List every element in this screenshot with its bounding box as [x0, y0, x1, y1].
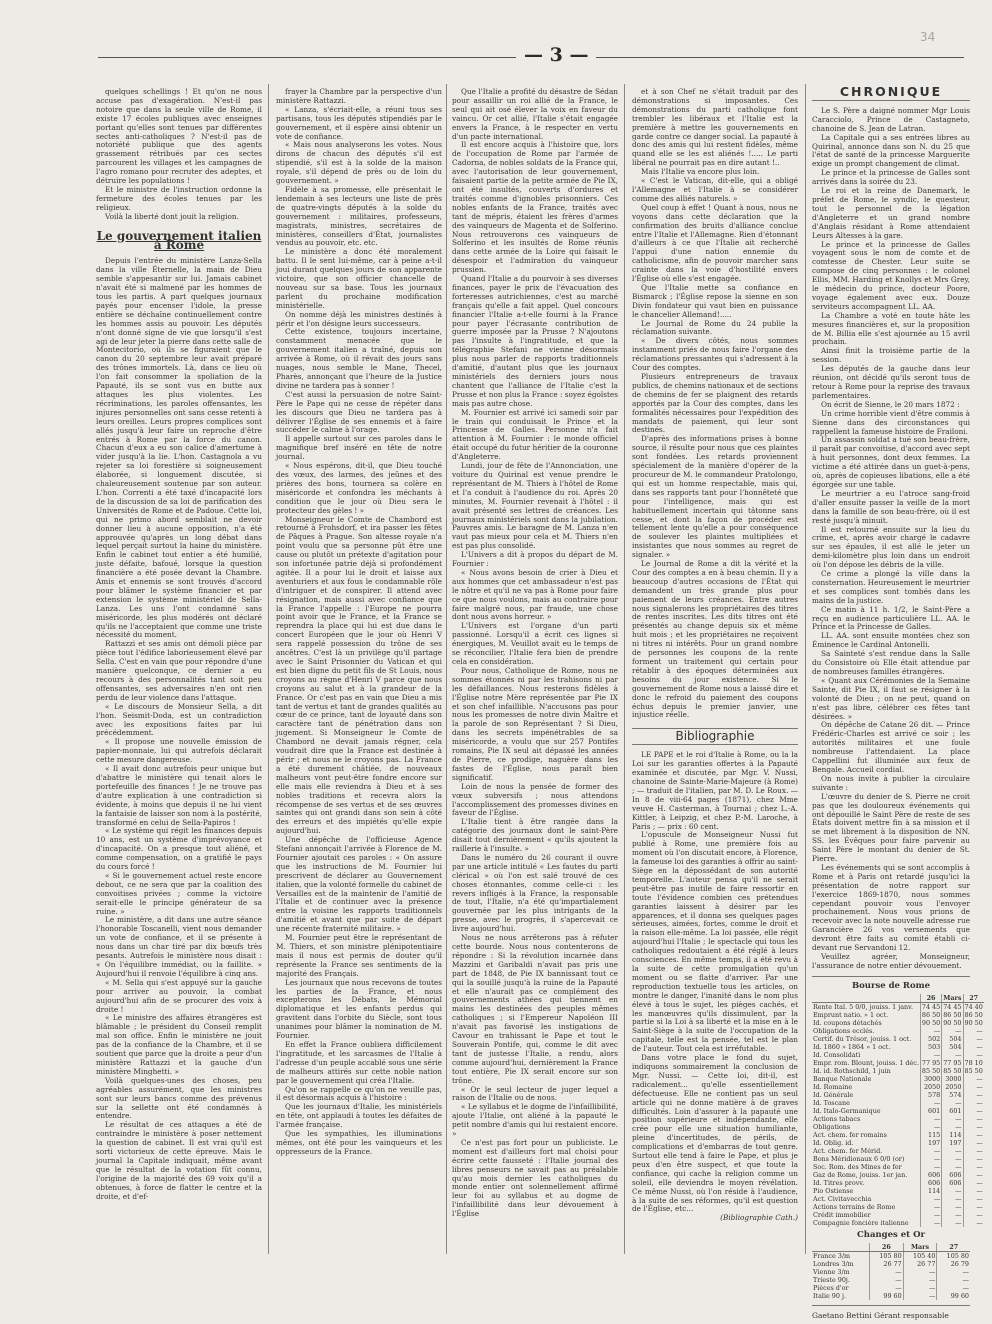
security-name-cell: Obligations ecclés. [813, 1026, 875, 1035]
security-name-cell: Id. Consolidati [813, 1050, 861, 1059]
table-header-cell [812, 994, 920, 1003]
table-header-cell: Mars [903, 1243, 937, 1252]
paragraph: Il appelle surtout sur ces paroles dans le magnifique bref inséré en tête de notre journal. [276, 434, 442, 462]
security-name-cell: Trieste 90j. [813, 1275, 850, 1284]
quote-cell: 85 50 [921, 1066, 941, 1075]
paragraph: On nomme déjà les ministres destinés à périr et l'on désigne leurs successeurs. [276, 309, 442, 328]
gerant-signature: Gaetano Bettini Gérant responsable [812, 1310, 949, 1320]
quote-cell: 90 50 [943, 1018, 962, 1027]
table-row [812, 1051, 984, 1059]
table-row [812, 1155, 984, 1163]
security-name-cell: Id. coupons détachés [813, 1018, 882, 1027]
paragraph: Le prince et la princesse de Galles voyagent sous le nom de comte et de comtesse de Chester. Leur suite se compose de cinq personnes : le colonel Ellis, MM. Harding et Knollys et Mrs Grey, le médecin du prince, docteur Poore, voyage également avec eux. Douze serviteurs accompagnent LL. AA. [812, 239, 970, 311]
paragraph: Les députés de la gauche dans leur réunion, ont décidé qu'ils seront tous de retour à Rome pour la reprise des travaux parlementaires. [812, 364, 970, 400]
quote-cell: — [903, 1292, 937, 1300]
quote-cell: 85 50 [943, 1066, 962, 1075]
paragraph: Le meurtrier a eu l'atroce sang-froid d'aller ensuite passer la veille de la mort dans la famille de son beau-frère, où il est resté jusqu'à minuit. [812, 488, 970, 525]
paragraph: Et le ministre de l'instruction ordonne la fermeture des écoles tenues par les religieux. [96, 184, 262, 212]
quote-cell: 90 50 [921, 1018, 941, 1027]
quote-cell: — [963, 1027, 984, 1035]
paragraph: LE PAPE et le roi d'Italie à Rome, ou la la Loi sur les garanties offertes à la Papauté examinée et discutée, par Mgr. V. Nussi, chanoine de Sainte-Marie-Majeure (à Rome) ; — traduit de l'italien, par M. D. Le Roux. — In 8 de viii-64 pages (1871), chez Mme veuve H. Casterman, à Tournai ; chez L.-A. Kittler, à Leipzig, et chez P.-M. Laroche, à Paris ; — prix : 60 cent. [632, 750, 798, 831]
paragraph: Nous ne nous arrêterons pas à réfuter cette bourde. Nous nous contenterons de répondre : Si la révolution incarnée dans Mazzini et Garibaldi n'avait pas pris une part de 1848, de Pie IX bannissant tout ce qui la souillé jusqu'à la ruine de la Papauté et elle n'aurait pas ce complément des gouvernements athées qui tiennent en mains les destinées des peuples mêmes catholiques ; si l'Empereur Napoléon III n'avait pas favorisé les instigations de Cavour en trahissant le Pape et tout le Souverain Pontife, qui, comme le dit avec tant de justesse l'Italie, a rendu, alors comme aujourd'hui, dernièrement la France tout entière, Pie IX serait encore sur son trône. [452, 933, 618, 1085]
quote-cell: — [920, 1211, 941, 1219]
table-row [812, 1059, 984, 1067]
paragraph: Ainsi finit la troisième partie de la session. [812, 346, 970, 365]
paragraph: Dans le numéro du 26 courant il ouvre par une article intitulé « Les fautes du parti clérical » où l'on est salé trouvé de ces choses étonnantes, comme celle-ci : les revers infligés à la France, la responsable de tout, l'Italie, n'a été qu'impartialement gouvernée par les plus intrigants de la presse, avec le progrès, il s'apercevait ce livre aujourd'hui. [452, 852, 618, 934]
paragraph: « Nous avons besoin de crier à Dieu et aux hommes que cet ambassadeur n'est pas le nôtre et qu'il ne va pas à Rome pour faire ce que nous voulons, mais au contraire pour faire malgré nous, par fraude, une chose dont nous avons horreur. » [452, 567, 618, 622]
table-row [812, 1284, 970, 1292]
quote-cell: 114 [920, 1187, 941, 1195]
quote-cell: — [942, 1195, 963, 1203]
security-name-cell: Id. Romaine [813, 1082, 853, 1091]
security-name-cell: Certif. du Trésor, jouiss. 1 oct. [813, 1034, 912, 1043]
paragraph: L'Univers est l'organe d'un parti passionné. Lorsqu'il a écrit ces lignes si énergiques, M. Veuillot avait eu le temps de se réconcilier, l'Italie fera bien de prendre cela en considération. [452, 621, 618, 666]
quote-cell: — [920, 1051, 941, 1059]
table-row [812, 1107, 984, 1115]
quote-cell: 504 [942, 1043, 963, 1051]
table-row [812, 1011, 984, 1019]
bourse-table [812, 994, 984, 1227]
table-row [812, 1083, 984, 1091]
quote-cell: — [963, 1219, 984, 1227]
paragraph: Le roi et la reine de Danemark, le préfet de Rome, le syndic, le questeur, tout le personnel de la légation d'Angleterre et un grand nombre d'Anglais résidant à Rome attendaient Leurs Altesses à la gare. [812, 186, 970, 240]
paragraph: La Capitale qui a ses entrées libres au Quirinal, annonce dans son N. du 25 que l'état de santé de la princesse Marguerite exige un prompt changement de climat. [812, 132, 970, 169]
table-header-cell: 27 [937, 1243, 970, 1252]
quote-cell: 99 60 [937, 1292, 970, 1300]
quote-cell: — [920, 1203, 941, 1211]
paragraph: Un crime horrible vient d'être commis à Sienne dans des circonstances qui rappellent la fameuse histoire de Frailoni. [812, 408, 970, 436]
table-row [812, 1075, 984, 1083]
security-name-cell: Actions tabacs [813, 1114, 861, 1123]
security-name-cell: Soc. Rom. des Mines de fer [813, 1162, 902, 1171]
page-number: — 3 — [516, 44, 596, 66]
quote-cell: — [920, 1195, 941, 1203]
quote-cell: — [937, 1284, 970, 1292]
quote-cell: — [942, 1115, 963, 1123]
column-4 [632, 88, 798, 1248]
security-name-cell: Id. id. Rothschild, 1 juin [813, 1066, 891, 1075]
column-4-body [632, 88, 798, 720]
paragraph: « Quant aux Cérémonies de la Semaine Sainte, dit Pie IX, il faut se résigner à la volonté de Dieu ; on ne peut, quand on n'est pas libre, célébrer ces fêtes tant désirées. » [812, 675, 970, 721]
paragraph: Quel coup à effet ! Quant à nous, nous ne voyons dans cette déclaration que la confirmation des bruits d'alliance conclue entre l'Italie et l'Allemagne. Rien d'étonnant d'ailleurs à ce que l'Italie ait recherché l'appui d'une nation ennemie du catholicisme, afin de pouvoir marcher sans crainte dans la voie d'hostilité envers l'Église où elle s'est engagée. [632, 202, 798, 284]
quote-cell: — [920, 1099, 941, 1107]
table-row [812, 1260, 970, 1268]
quote-cell: 114 [942, 1131, 963, 1139]
security-name-cell: Act. chem. fer Mérid. [813, 1146, 883, 1155]
column-2 [276, 88, 442, 1248]
chronique-body [812, 107, 970, 971]
column-3-body [452, 88, 618, 1219]
quote-cell: — [920, 1219, 941, 1227]
paragraph: « Lanza, s'écriait-elle, a réuni tous ses partisans, tous les députés stipendiés par le gouvernement, et il espère ainsi obtenir un vote de confiance. [276, 104, 442, 141]
paragraph: Que l'Italie a profité du désastre de Sédan pour assaillir un roi allié de la France, le seul qui ait osé élever la voix en faveur du vaincu. Or cet allié, l'Italie s'était engagée envers la France, à le respecter en vertu d'un pacte international. [452, 87, 618, 141]
table-row [812, 1027, 984, 1035]
paragraph: Rattazzi et ses amis ont démoli pièce par pièce tout l'édifice laborieusement élevé par Sella. C'est en vain que pour répondre d'une manière quelconque, ce dernier a eu recours à des personnalités tant soit peu offensantes, ses adversaires n'en ont rien perdu de leur violence dans l'attaque. [96, 639, 262, 702]
security-name-cell: Empr. rom. Blount, jouiss. 1 déc. [813, 1058, 919, 1067]
quote-cell: 86 50 [964, 1010, 983, 1019]
quote-cell: — [963, 1155, 984, 1163]
paragraph: Il est retourné ensuite sur la lieu du crime, et, après avoir chargé le cadavre sur ses épaules, il est allé le jeter un demi-kilomètre plus loin dans un endroit où l'on dépose les débris de la ville. [812, 524, 970, 570]
security-name-cell: Actions terrains de Rome [813, 1202, 896, 1211]
table-row [812, 1091, 984, 1099]
table-header-cell: 26 [920, 994, 941, 1003]
chronique-title: CHRONIQUE [812, 88, 970, 101]
paragraph: C'est aussi la persuasion de notre Saint-Père le Pape qui ne cesse de répéter dans les discours que Dieu ne tardera pas à délivrer l'Église de ses ennemis et à faire succéder le calme à l'orage. [276, 389, 442, 435]
quote-cell: 99 60 [869, 1292, 903, 1300]
paragraph: Le résultat de ces attaques a été de contraindre le ministère à poser nettement la question de cabinet. Il est vrai qu'il est sorti victorieux de cette épreuve. Mais le journal la Capitale indiquait, même avant que le résultat de la votation fût connu, l'origine de la majorité des 69 voix qu'il a obtenues, à force de flatter le centre et la droite, et d'ef- [96, 1120, 262, 1201]
quote-cell: — [963, 1163, 984, 1171]
paragraph: Les événements qui se sont accomplis à Rome et à Paris ont retardé jusqu'ici la présentation de notre rapport sur l'exercice 1869-1870, nous sommes cependant pouvoir vous l'envoyer prochainement. Nous vous prions de recevoir avec la note nouvelle adresse rue Garancière 26 vos versements que devront être faits au comité établi ci-devant rue Servandoni 12. [812, 862, 970, 953]
paragraph: La Chambre a voté en toute hâte les mesures financières et, sur la proposition de M. Billia elle s'est ajournée au 15 avril prochain. [812, 310, 970, 347]
security-name-cell: Id. Toscane [813, 1098, 850, 1107]
security-name-cell: Londres 3/m [813, 1259, 854, 1268]
table-row [812, 1219, 984, 1227]
paragraph: « Or le seul lecteur de juger lequel a raison de l'Italie ou de nous. [452, 1084, 618, 1103]
column-divider [446, 84, 447, 1254]
column-divider [268, 84, 269, 1254]
quote-cell: 86 50 [921, 1010, 941, 1019]
paragraph: Pour nous, Catholique de Rome, nous ne sommes étonnés ni par les trahisons ni par les défaillances. Nous resterons fidèles à l'Église notre Mère représentée par Pie IX et son chef infaillible. N'accusons pas pour nous les promesses de notre divin Maître et la parole de son Représentant ? Si Dieu, dans les secrets impénétrables de sa miséricorde, a voulu que sur 257 Pontifes romains, Pie IX seul ait dépassé les années de Pierre, ce prodige, naguère dans les fastes de l'Église, nous paraît bien significatif. [452, 665, 618, 782]
quote-cell: 77 95 [943, 1058, 962, 1067]
table-row [812, 1099, 984, 1107]
folio-mark: 34 [920, 30, 936, 44]
table-header-cell [812, 1243, 869, 1252]
quote-cell: 574 [942, 1091, 963, 1099]
quote-cell: — [963, 1203, 984, 1211]
security-name-cell: Bons Méridionaux 6 0/0 (or) [813, 1154, 905, 1163]
paragraph: Voilà quelques-unes des choses, peu agréables assurément, que les ministres sont sur leurs bancs comme des prévenus sur la sellette ont été condamnés à entendre. [96, 1075, 262, 1121]
paragraph: L'opuscule de Monseigneur Nussi fut publié à Rome, une première fois au moment où l'on discutait encore, à Florence, la fameuse loi des garanties à offrir au saint-Siège en la dépossédant de son autorité temporelle. L'auteur pensa qu'il ne serait peut-être pas inutile de faire ressortir en toute l'évidence combien ces prétendues garanties laissent à désirer par les apparences, et il donna ses quelques pages sérieuses, aimées, fortes, comme le droit et la raison elle-même. La loi passée, elle régit aujourd'hui l'Italie ; le spectacle qui tous les catholiques redoutaient a été réglé à leurs consciences. En même temps, il a été revu à la suite de cette promulgation qu'un moment ou se flatte d'arriver. Par une reproduction textuelle tous les articles, on montre le danger, l'inanité dans le nom plus élevé à tous le sujet, les pièges cachés, et les manœuvres qu'ils dissimulent, par la partie si la Loi à sa liberté et la mise en à le Saint-Siège à la suite de l'occupation de la capitale, telle est la pensée, tel est le plan de l'auteur. Tout cela est irréfutable. [632, 830, 798, 1054]
paragraph: Cette existence, toujours incertaine, constamment menacée que le gouvernement italien a traîné, depuis son arrivée à Rome, où il révait des jours sans nuages, nous semble le Mane, Thecel, Pharès, annonçant que l'heure de la Justice divine ne tardera pas à sonner ! [276, 327, 442, 390]
table-row [812, 1195, 984, 1203]
paragraph: « Il avait donc autrefois peur unique but d'abattre le ministère qui tenait alors le portefeuille des finances ! Je ne trouve pas d'autre explication à une contradiction si évidente, à moins que depuis il ne lui vient la fantaisie de laisser son nom à la postérité, transformé en celui de Sella-Papiros ! [96, 764, 262, 827]
quote-cell: — [942, 1155, 963, 1163]
table-header-cell: Mars [943, 993, 962, 1002]
changes-title: Changes et Or [857, 1229, 925, 1240]
quote-cell: 74 40 [964, 1002, 983, 1011]
paragraph: Lundi, jour de fête de l'Annonciation, une voiture du Quirinal est venue prendre le représentant de M. Thiers à l'hôtel de Rome et l'a conduit à l'audience du roi. Après 20 minutes, M. Fournier revenait à l'hôtel : il avait présenté ses lettres de créances. Les journaux ministériels sont dans la jubilation. Pauvres amis. Le baragne de M. Lanza n'en vaut pas mieux pour cela et M. Thiers n'en est pas plus consolidé. [452, 461, 618, 551]
table-row [812, 1019, 984, 1027]
table-row [812, 1131, 984, 1139]
quote-cell: — [920, 1027, 941, 1035]
quote-cell: 85 50 [964, 1066, 983, 1075]
paragraph: On écrit de Sienne, le 20 mars 1872 : [821, 399, 960, 409]
quote-cell: — [920, 1123, 941, 1131]
table-row [812, 1147, 984, 1155]
quote-cell: — [963, 1147, 984, 1155]
paragraph: Sa Sainteté s'est rendue dans la Salle du Consistoire où Elle était attendue par de nombreuses familles étrangères. [812, 649, 970, 676]
paragraph: Le ministère, a dit dans une autre séance l'honorable Toscanelli, vient nous demander un vote de confiance, et il se présente à nous dans un char tiré par dix bœufs très pesants. Autrefois le ministère nous disait : « On l'équilibre immédiat, ou la faillite. » Aujourd'hui il renvoie l'équilibre à cinq ans. [96, 915, 262, 978]
changes-table [812, 1243, 970, 1300]
paragraph: « Le discours de Monsieur Sella, a dit l'hon. Seismit-Doda, est un contradiction avec les expositions faites par lui précédemment. [96, 701, 262, 738]
quote-cell: 2050 [942, 1083, 963, 1091]
quote-cell: — [869, 1268, 903, 1276]
paragraph: L'œuvre du denier de S. Pierre ne croit pas que les douloureux événements qui ont dépouillé le Saint Père de reste de ses États doivent mettre fin à sa mission et il se met librement à la disposition de NN. SS. les Évêques pour faire parvenir au Saint Père le montant du denier de St. Pierre. [812, 791, 970, 864]
paragraph: Loin de nous la pensée de former des vœux subversifs ; nous attendons l'accomplissement des promesses divines en faveur de l'Église. [452, 781, 618, 818]
paragraph: « Le système qui régit les finances depuis 10 ans, est un système d'imprévoyance et d'incapacité. On a presque tout aliéné, et comme compensation, on a gratifié le pays du cours forcé ! [96, 826, 262, 872]
column-4-bibliographie [632, 751, 798, 1214]
quote-cell: — [963, 1123, 984, 1131]
paragraph: Le Journal de Rome a dit la vérité et la Cour des comptes a en à beau chemin. Il y a beaucoup d'autres occasions de l'État qui demandent un très grande plus pour paiement de leurs créances. Entre autres nous signalerons les propriétaires des titres de rentes inscrites. Les dits titres ont été présentés au change depuis six et même huit mois ; et les propriétaires ne reçoivent ni titres ni intérêts. Pour un grand nombre de personnes les coupons de la rente forment un traitement qui certain pour rétablir à des époques déterminées aux besoins du jour existence. Si le gouvernement de Rome nous a laissé dire et donc le refroid du paiement des coupons échus depuis le premier janvier, une injustice réelle. [632, 559, 798, 720]
paragraph: D'après des informations prises à bonne source, il résulte pour nous que ces plaintes sont fondées. Les retards proviennent spécialement de la manière d'opérer de la procureur de M. le commandeur Pratolongo, qui est un homme respectable, mais qui, dans ses rapports tant pour l'honnêteté que pour l'intelligence, mais qui est habituellement incertain qui tâtonne sans cesse, et dont la façon de procéder est tellement lente qu'elle a pour conséquence de soulever les plaintes multipliées et insistantes que nous sommes au regret de signaler. » [632, 434, 798, 560]
security-name-cell: Rente Ital. 5 0/0, jouiss. 1 janv. [813, 1002, 914, 1011]
quote-cell: — [903, 1284, 937, 1292]
quote-cell: 115 [920, 1131, 941, 1139]
security-name-cell: Emprunt natio. » 1 oct. [813, 1010, 889, 1019]
quote-cell: — [942, 1123, 963, 1131]
quote-cell: — [963, 1195, 984, 1203]
quote-cell: — [942, 1099, 963, 1107]
table-row [812, 1179, 984, 1187]
paragraph: Un assassin soldat a tué son beau-frère, il paraît par convoitise, d'accord avec sept à huit personnes, dont deux femmes. La victime a été attirée dans un guet-à-pens, où, après de copieuses libations, elle a été égorgée sur une table. [812, 435, 970, 489]
paragraph: Qu'on se rappelle ce qu'on ne veuille pas, il est désormais acquis à l'histoire : [276, 1084, 442, 1103]
paragraph: Veuillez agréer, Monseigneur, l'assurance de notre entier dévouement. [812, 952, 970, 970]
table-header-row [812, 994, 984, 1003]
paragraph: Le ministère a donc été moralement battu. Il le sent lui-même, car à peine a-t-il joui durant quelques jours de son apparente victoire, que son officier chancelle de nouveau sur sa base. Tous les journaux parlent du prochaine modification ministérielle. [276, 247, 442, 310]
paragraph: et à son Chef ne s'était traduit par des démonstrations si imposantes. Ces démonstrations du parti catholique font trembler les libéraux et l'Italie est la première à mettre les gouvernements en garde contre ce danger social. La papauté à donc des amis qui lui restent fidèles, même quand elle se les est aliénés !..... Le parti libéral ne pourrait pas en dire autant !.. [632, 87, 798, 168]
security-name-cell: Crédit immobilier [813, 1210, 871, 1219]
quote-cell: 601 [920, 1107, 941, 1115]
table-row [812, 1139, 984, 1147]
paragraph: « Nous espérons, dit-il, que Dieu touché des vœux, des larmes, des jeûnes et des prières des bons, tournera sa colère en miséricorde et confondra les méchants à condition que le jour où Dieu sera le protecteur des gèles ! » [276, 461, 442, 515]
quote-cell: 26 77 [903, 1260, 937, 1268]
quote-cell: 26 79 [937, 1260, 970, 1268]
quote-cell: 601 [942, 1107, 963, 1115]
paragraph: Depuis l'entrée du ministère Lanza-Sella dans la ville Éternelle, la main de Dieu semble s'appesantir sur lui. Jamais cabinet n'avait été si malmené par les hommes de tous les partis. A part quelques journaux payés pour encenser l'idole, la presse entière se déchaîne continuellement contre les hommes assis au pouvoir. Les députés n'ont donné signe de vie que lorsqu'il s'est agi de leur jeter la pierre dans cette salle de Montecitorio, où ils se figuraient que le canon du 20 septembre leur avait préparé des trônes immortels. Là, dans ce lieu où l'on fait consommer la spoliation de la Papauté, ils se sont vus en butte aux attaques les plus violentes. Les récriminations, les paroles offensantes, les injures personnelles ont sans cesse retenti à leurs oreilles. Leurs propres complices sont allés jusqu'à leur faire un reproche d'être entrés à Rome par la force du canon. Chacun d'eux a eu son calice d'amertume à vider jusqu'à la lie. L'hon. Castagnola a vu rejeter sa loi forestière si soigneusement élaborée, si longuement discutée, si chaleureusement soutenue par son auteur. L'hon. Correnti a été taxé d'incapacité lors de la discussion de sa loi de parification des Universités de Rome et de Padoue. Cette loi, qui ne primo abord semblait ne devoir donner lieu à aucune opposition, n'a été approuvée qu'après un long débat dans lequel perçait surtout la haine du ministère. Enfin le cabinet tout entier a été humilié, juste défaite, bafoué, lorsque la question financière a été posée devant la Chambre. Amis et ennemis se sont trouvés d'accord pour blâmer le système financier et par extension le système ministériel de Sella-Lanza. Les uns l'ont condamné sans miséricorde, les plus modérés ont déclaré qu'ils ne l'acceptaient que comme une triste nécessité du moment. [96, 256, 262, 640]
table-row [812, 1268, 970, 1276]
quote-cell: 197 [920, 1139, 941, 1147]
paragraph: « C'est le Vatican, dit-elle, qui a obligé l'Allemagne et l'Italie à se considérer comme des alliés naturels. » [632, 176, 798, 203]
table-row [812, 1043, 984, 1051]
column-1-intro [96, 88, 262, 222]
table-row [812, 1203, 984, 1211]
paragraph: Les journaux que nous recevons de toutes les parties de la France, et nous excepterons les Débats, le Mémorial diplomatique et les enfants perdus qui gravitent dans l'orbite du Siècle, sont tous unanimes pour blâmer la nomination de M. Fournier. [276, 977, 442, 1041]
paragraph: L'Univers a dit à propos du départ de M. Fournier : [452, 550, 618, 569]
quote-cell: 606 [920, 1179, 941, 1187]
quote-cell: — [942, 1163, 963, 1171]
table-row [812, 1123, 984, 1131]
quote-cell: — [963, 1091, 984, 1099]
quote-cell: — [963, 1043, 984, 1051]
quote-cell: 78 10 [964, 1058, 983, 1067]
paragraph: Fidèle à sa promesse, elle présentait le lendemain à ses lecteurs une liste de près de quatre-vingts députés à la solde du gouvernement : militaires, professeurs, magistrats, ministres, secrétaires de ministères, conseillers d'État, journalistes vendus au pouvoir, etc. etc. [276, 184, 442, 248]
column-2-body [276, 88, 442, 1157]
quote-cell: — [942, 1203, 963, 1211]
quote-cell: — [963, 1115, 984, 1123]
column-1-body [96, 257, 262, 1201]
paragraph: Monseigneur le Comte de Chambord est retourné à Frohsdorf, et ira passer les fêtes de Pâques à Prague. Son altesse royale n'a point voulu que sa personne pût être une cause ou plutôt un prétexte d'agitation pour son infortunée patrie déjà si profondément agitée. Il a pour lui le droit et laisse aux aventuriers et aux fous le condamnable rôle d'intriguer et de conspirer. Il attend avec résignation, mais aussi avec confiance que la France l'appelle : l'Europe ne pourra point avoir que le France, et la France se reprendra la place qui lui est due dans le concert Européen que le jour où Henri V sera rappelé possession du trône de ses ancêtres. C'est là un privilège qu'il partage avec le Saint Prisonnier du Vatican et qui est bien digne du petit fils de St Louis, nous croyons au règne d'Henri V parce que nous croyons au salut et à la grandeur de la France. Or c'est pas en vain que Dieu a mis tant de vertus et tant de grandes qualités au cœur de ce prince, tant de loyauté dans son caractère tant de pénétration dans son jugement. Si Monseigneur le Comte de Chambord ne devait jamais régner, cela voudrait dire que la France est destinée à périr ; et nous ne le croyons pas. La France a été durement châtiée, de nouveaux malheurs vont peut-être fondre encore sur elle mais elle reviendra à Dieu et à ses nobles traditions et recevra alors la récompense de ses vertus et de ses œuvres saintes qui ont grandi dans son sein à côté des erreurs et des impiétés qu'elle expie aujourd'hui. [276, 514, 442, 836]
quote-cell: 77 95 [921, 1058, 941, 1067]
quote-cell: 606 [942, 1179, 963, 1187]
table-row [812, 1187, 984, 1195]
table-row [812, 1163, 984, 1171]
table-row [812, 1292, 970, 1300]
quote-cell: — [903, 1268, 937, 1276]
table-header-cell: 27 [963, 994, 984, 1003]
quote-cell: — [903, 1276, 937, 1284]
column-3 [452, 88, 618, 1248]
quote-cell: 3000 [942, 1075, 963, 1083]
quote-cell: — [942, 1211, 963, 1219]
paragraph: « Le ministre des affaires étrangères est blâmable ; le président du Conseil remplit mal son office. Enfin le ministère ne jouit pas de la confiance de la Chambre, et il se soutient que parce que la droite a peur d'un ministère Rattazzi et la gauche d'un ministère Minghetti. » [96, 1013, 262, 1076]
column-1 [96, 88, 262, 1248]
security-name-cell: Obligations [813, 1122, 851, 1131]
quote-cell: 74 45 [921, 1002, 941, 1011]
security-name-cell: France 3/m [813, 1251, 851, 1260]
quote-cell: — [869, 1276, 903, 1284]
quote-cell: — [963, 1187, 984, 1195]
quote-cell: 105 40 [903, 1251, 937, 1260]
paragraph: M. Fournier est arrivé ici samedi soir par le train qui conduisait le Prince et la Princesse de Galles. Personne n'a fait attention à M. Fournier : le monde officiel était occupé du futur héritier de la couronne d'Angleterre. [452, 407, 618, 462]
paragraph: Que les sympathies, les illuminations mêmes, ont été pour les vainqueurs et les oppresseurs de la France. [276, 1129, 442, 1156]
paragraph: Le Journal de Rome du 24 publie la réclamation suivante. [632, 318, 798, 337]
paragraph: « Le syllabus et le dogme de l'infaillibilité, ajoute l'Italie, ont aliéné à la papauté le petit nombre d'amis qui lui restaient encore. » [452, 1102, 618, 1139]
security-name-cell: Gaz de Rome, jouiss. 1er jan. [813, 1170, 908, 1179]
paragraph: On nous invite à publier la circulaire suivante : [812, 773, 970, 792]
quote-cell: — [942, 1027, 963, 1035]
quote-cell: — [963, 1035, 984, 1043]
quote-cell: 502 [920, 1035, 941, 1043]
quote-cell: — [963, 1107, 984, 1115]
divider [812, 976, 970, 977]
paragraph: « De divers côtés, nous sommes instamment priés de nous faire l'organe des réclamations pressantes qui s'adressent à la Cour des comptes. [632, 336, 798, 373]
security-name-cell: Id. Titres provv. [813, 1178, 865, 1187]
quote-cell: — [963, 1139, 984, 1147]
paragraph: On dépêche de Catane 26 dit. — Prince Frédéric-Charles est arrivé ce soir ; les autorités militaires et une foule nombreuse l'attendaient. La place Cappellini fut illuminée aux feux de Bengale. Accueil cordial. [812, 720, 970, 774]
quote-cell: 606 [920, 1171, 941, 1179]
paragraph: Dans votre place le fond du sujet, indiquons sommairement la conclusion de Mgr. Nussi. — Cette loi, dit-il, est radicalement... qu'elle essentiellement défectueuse. Elle ne contient pas un seul article qui ne donne matière à de graves difficultés. Loin d'assurer à la papauté une position supérieure et indépendante, elle crée pour elle une situation humiliante, pleine d'incertitudes, de périls, de complications et d'embarras de tout genre. Surtout elle tend à faire le Pape, et plus je peux d'en être suspect, et que toute la confiance, qui cache la religion comme un soleil, elle deviendra le moyen révélation. Ce même Nussi, où l'on réside à l'audience, à la suite de ses réformes, qu'il est question de l'Église, etc... [632, 1053, 798, 1214]
table-header-row [812, 1243, 970, 1252]
bibliographie-title: Bibliographie [632, 728, 798, 745]
paragraph: Plusieurs entrepreneurs de travaux publics, de chemins nationaux et de sections de chemins de fer se plaignent des retards apportés par la Cour des comptes, dans les formalités nécessaires pour l'expédition des mandats de paiement, qui leur sont destinés. [632, 372, 798, 435]
quote-cell: 606 [942, 1171, 963, 1179]
quote-cell: — [963, 1131, 984, 1139]
table-row [812, 1035, 984, 1043]
quote-cell: — [963, 1171, 984, 1179]
quote-cell: — [937, 1268, 970, 1276]
paragraph: Une dépêche de l'officieuse Agence Stefani annonçait l'arrivée à Florence de M. Fournier ajoutait ces paroles : « On assure que les instructions de M. Fournier lui prescrivent de déclarer au Gouvernement italien, que la volonté formelle du cabinet de Versailles est de la maintenir de l'amitié de l'Italie et de continuer avec la présence entre la voisine les rapports traditionnels d'amitié et avant que par suite de départ une récente fraternité militaire. » [276, 835, 442, 934]
quote-cell: — [963, 1075, 984, 1083]
paragraph: Que l'Italie mette sa confiance en Bismarck ; l'Église repose la sienne en son Divin fondateur qui vaut bien en puissance le chancelier Allemand!..... [632, 282, 798, 319]
paragraph: Quand l'Italie a du pourvoir à ses diverses finances, payer le prix de l'évacuation des forteresses autrichiennes, c'est au marché français qu'elle a fait appel. Quel concours financier l'Italie a-t-elle fourni à la France pour payer l'écrasante contribution de guerre imposée par la Prusse ? N'ajoutons pas l'insulte à l'ingratitude, et que la télégraphie Stefani ne vienne désormais plus nous parler de rapports traditionnels d'amitié, d'autant plus que les journaux ministériels des derniers jours nous chantent que l'alliance de l'Italie c'est la Prusse et non plus la France : soyez égoïstes mais pas autre chose. [452, 274, 618, 408]
paragraph: frayer la Chambre par la perspective d'un ministère Rattazzi. [276, 87, 442, 105]
table-row [812, 1067, 984, 1075]
paragraph: Ce matin à 11 h. 1/2, le Saint-Père a reçu en audience particulière LL. AA. le Prince et la Princesse de Galles. [812, 604, 970, 632]
quote-cell: 578 [920, 1091, 941, 1099]
security-name-cell: Banque Nationale [813, 1074, 872, 1083]
quote-cell: — [920, 1147, 941, 1155]
security-name-cell: Act. Civitavecchia [813, 1194, 872, 1203]
security-name-cell: Id. Italo-Germanique [813, 1106, 881, 1115]
quote-cell: 197 [942, 1139, 963, 1147]
quote-cell: 3000 [920, 1075, 941, 1083]
column-divider [805, 84, 806, 1254]
bibliographie-signature: (Bibliographie Cath.) [720, 1213, 798, 1223]
security-name-cell: Compagnie foncière italienne [813, 1218, 909, 1227]
paragraph: En effet la France oubliera difficilement l'ingratitude, et les sarcasmes de l'Italie à l'adresse d'un peuple accablé sous une série de malheurs attirés sur cette noble nation par le gouvernement qui créa l'Italie. [276, 1039, 442, 1085]
quote-cell: 105 80 [937, 1251, 970, 1260]
quote-cell: — [920, 1163, 941, 1171]
quote-cell: — [963, 1099, 984, 1107]
quote-cell: — [963, 1051, 984, 1059]
quote-cell: — [942, 1219, 963, 1227]
security-name-cell: Id. 1860 » 1864 » 1 oct. [813, 1042, 891, 1051]
quote-cell: — [963, 1179, 984, 1187]
security-name-cell: Italie 90 j. [813, 1291, 846, 1300]
quote-cell: — [942, 1051, 963, 1059]
bourse-title: Bourse de Rome [851, 980, 931, 991]
quote-cell: — [920, 1115, 941, 1123]
security-name-cell: Vienne 3/m [813, 1267, 850, 1276]
paragraph: Mais l'Italie va encore plus loin. [641, 167, 760, 177]
table-header-cell: 26 [869, 1243, 903, 1252]
security-name-cell: Id. Générale [813, 1090, 854, 1099]
quote-cell: 2050 [920, 1083, 941, 1091]
table-row [812, 1002, 984, 1011]
security-name-cell: Pièces d'or [813, 1283, 849, 1292]
quote-cell: 105 80 [869, 1251, 903, 1260]
paragraph: Ce n'est pas fort pour un publiciste. Le moment est d'ailleurs fort mal choisi pour écrire cette fausseté : l'Italie journal des libres penseurs ne savait pas au préalable qu'au mois dernier les catholiques du monde entier ont solennellement affirmé leur foi au syllabus et au dogme de l'infaillibilité dans leur dévouement à l'Église [452, 1137, 618, 1219]
quote-cell: — [963, 1211, 984, 1219]
paragraph: Voilà la liberté dont jouit la religion. [105, 211, 239, 221]
quote-cell: 504 [942, 1035, 963, 1043]
column-5 [812, 84, 983, 1320]
paragraph: quelques schellings ! Et qu'on ne nous accuse pas d'exagération. N'est-il pas notoire que dans la seule ville de Rome, il existe 17 écoles publiques avec enseignes portant qu'elles sont tenues par différentes sectes anti-catholiques ? N'est-il pas de notoriété publique que des agents grassement rétribués par ces sectes parcourent les villages et les campagnes de l'agro romano pour recruter des adeptes, et détruire les populations ! [96, 87, 262, 186]
security-name-cell: Id. Oblig. id. [813, 1138, 854, 1147]
paragraph: M. Fournier peut être le représentant de M. Thiers, et son ministre plénipotentiaire mais il nous est permis de douter qu'il représente la France ses sentiments de la majorité des Français. [276, 933, 442, 978]
quote-cell: — [920, 1155, 941, 1163]
paragraph: Le S. Père a daigné nommer Mgr Louis Caracciolo, Prince de Castagneto, chanoine de S. Jean de Latran. [812, 105, 970, 133]
table-row [812, 1115, 984, 1123]
article-title-gouvernement-italien: Le gouvernement italien à Rome [96, 228, 262, 252]
table-row [812, 1211, 984, 1219]
paragraph: LL. AA. sont ensuite montées chez son Éminence le Cardinal Antonelli. [812, 631, 970, 650]
table-row [812, 1276, 970, 1284]
paragraph: L'Italie tient à être rangée dans la catégorie des journaux dont le saint-Père disait tout dernièrement « qu'ils ajoutent la raillerie à l'insulte. » [452, 817, 618, 854]
quote-cell: 503 [920, 1043, 941, 1051]
paragraph: « Si le gouvernement actuel reste encore debout, ce ne sera que par la coalition des convoitises privées ; comme la victoire serait-elle le principe générateur de sa ruine. » [96, 870, 262, 916]
security-name-cell: Act. chem. fer romains [813, 1130, 887, 1139]
column-divider [624, 84, 625, 1254]
quote-cell: 74 45 [943, 1002, 962, 1011]
paragraph: « Mais nous analyserons les votes. Nous dirons de chacun des députés s'il est stipendié, s'il est à la solde de la maison royale, s'il dépend de près ou de loin du gouvernement. » [276, 140, 442, 186]
paragraph: Le prince et la princesse de Galles sont arrivés dans la soirée du 23. [812, 168, 970, 187]
quote-cell: — [963, 1083, 984, 1091]
paragraph: « M. Sella qui s'est appuyé sur la gauche pour arriver au pouvoir, la combat aujourd'hui afin de se procurer des voix à droite ! [96, 977, 262, 1014]
quote-cell: — [942, 1187, 963, 1195]
paragraph: « Il propose une nouvelle émission de papier-monnaie, lui qui autrefois déclarait cette mesure dangereuse. [96, 737, 262, 765]
divider [812, 1305, 970, 1306]
quote-cell: 26 77 [869, 1260, 903, 1268]
paragraph: Il est encore acquis à l'histoire que, lors de l'occupation de Rome par l'armée de Cadorna, de nobles soldats de la France qui, avec l'autorisation de leur gouvernement, faisaient partie de la petite armée de Pie IX, ont été insultés, couverts d'ordures et traités comme d'ignobles prisonniers. Ces nobles enfants de la France, traités avec tant de mépris, étaient les frères d'armes des vainqueurs de Magenta et de Solferino. Nous retrouverons ces vainqueurs de Solferino et les insultés de Rome réunis dans cette armée de la Loire qui faisait le désespoir et l'admiration du vainqueur prussien. [452, 140, 618, 275]
paragraph: Que les journaux d'Italie, les ministériels en tête, ont applaudi à toutes les défaites de l'armée française. [276, 1102, 442, 1130]
quote-cell: — [937, 1276, 970, 1284]
quote-cell: 86 50 [943, 1010, 962, 1019]
table-row [812, 1171, 984, 1179]
quote-cell: 90 50 [964, 1018, 983, 1027]
quote-cell: — [869, 1284, 903, 1292]
paragraph: Ce crime a plongé la ville dans la consternation. Heureusement le meurtrier et ses complices sont tombés dans les mains de la justice. [812, 569, 970, 605]
table-row [812, 1251, 970, 1260]
quote-cell: — [942, 1147, 963, 1155]
security-name-cell: Pio Ostiense [813, 1186, 854, 1195]
